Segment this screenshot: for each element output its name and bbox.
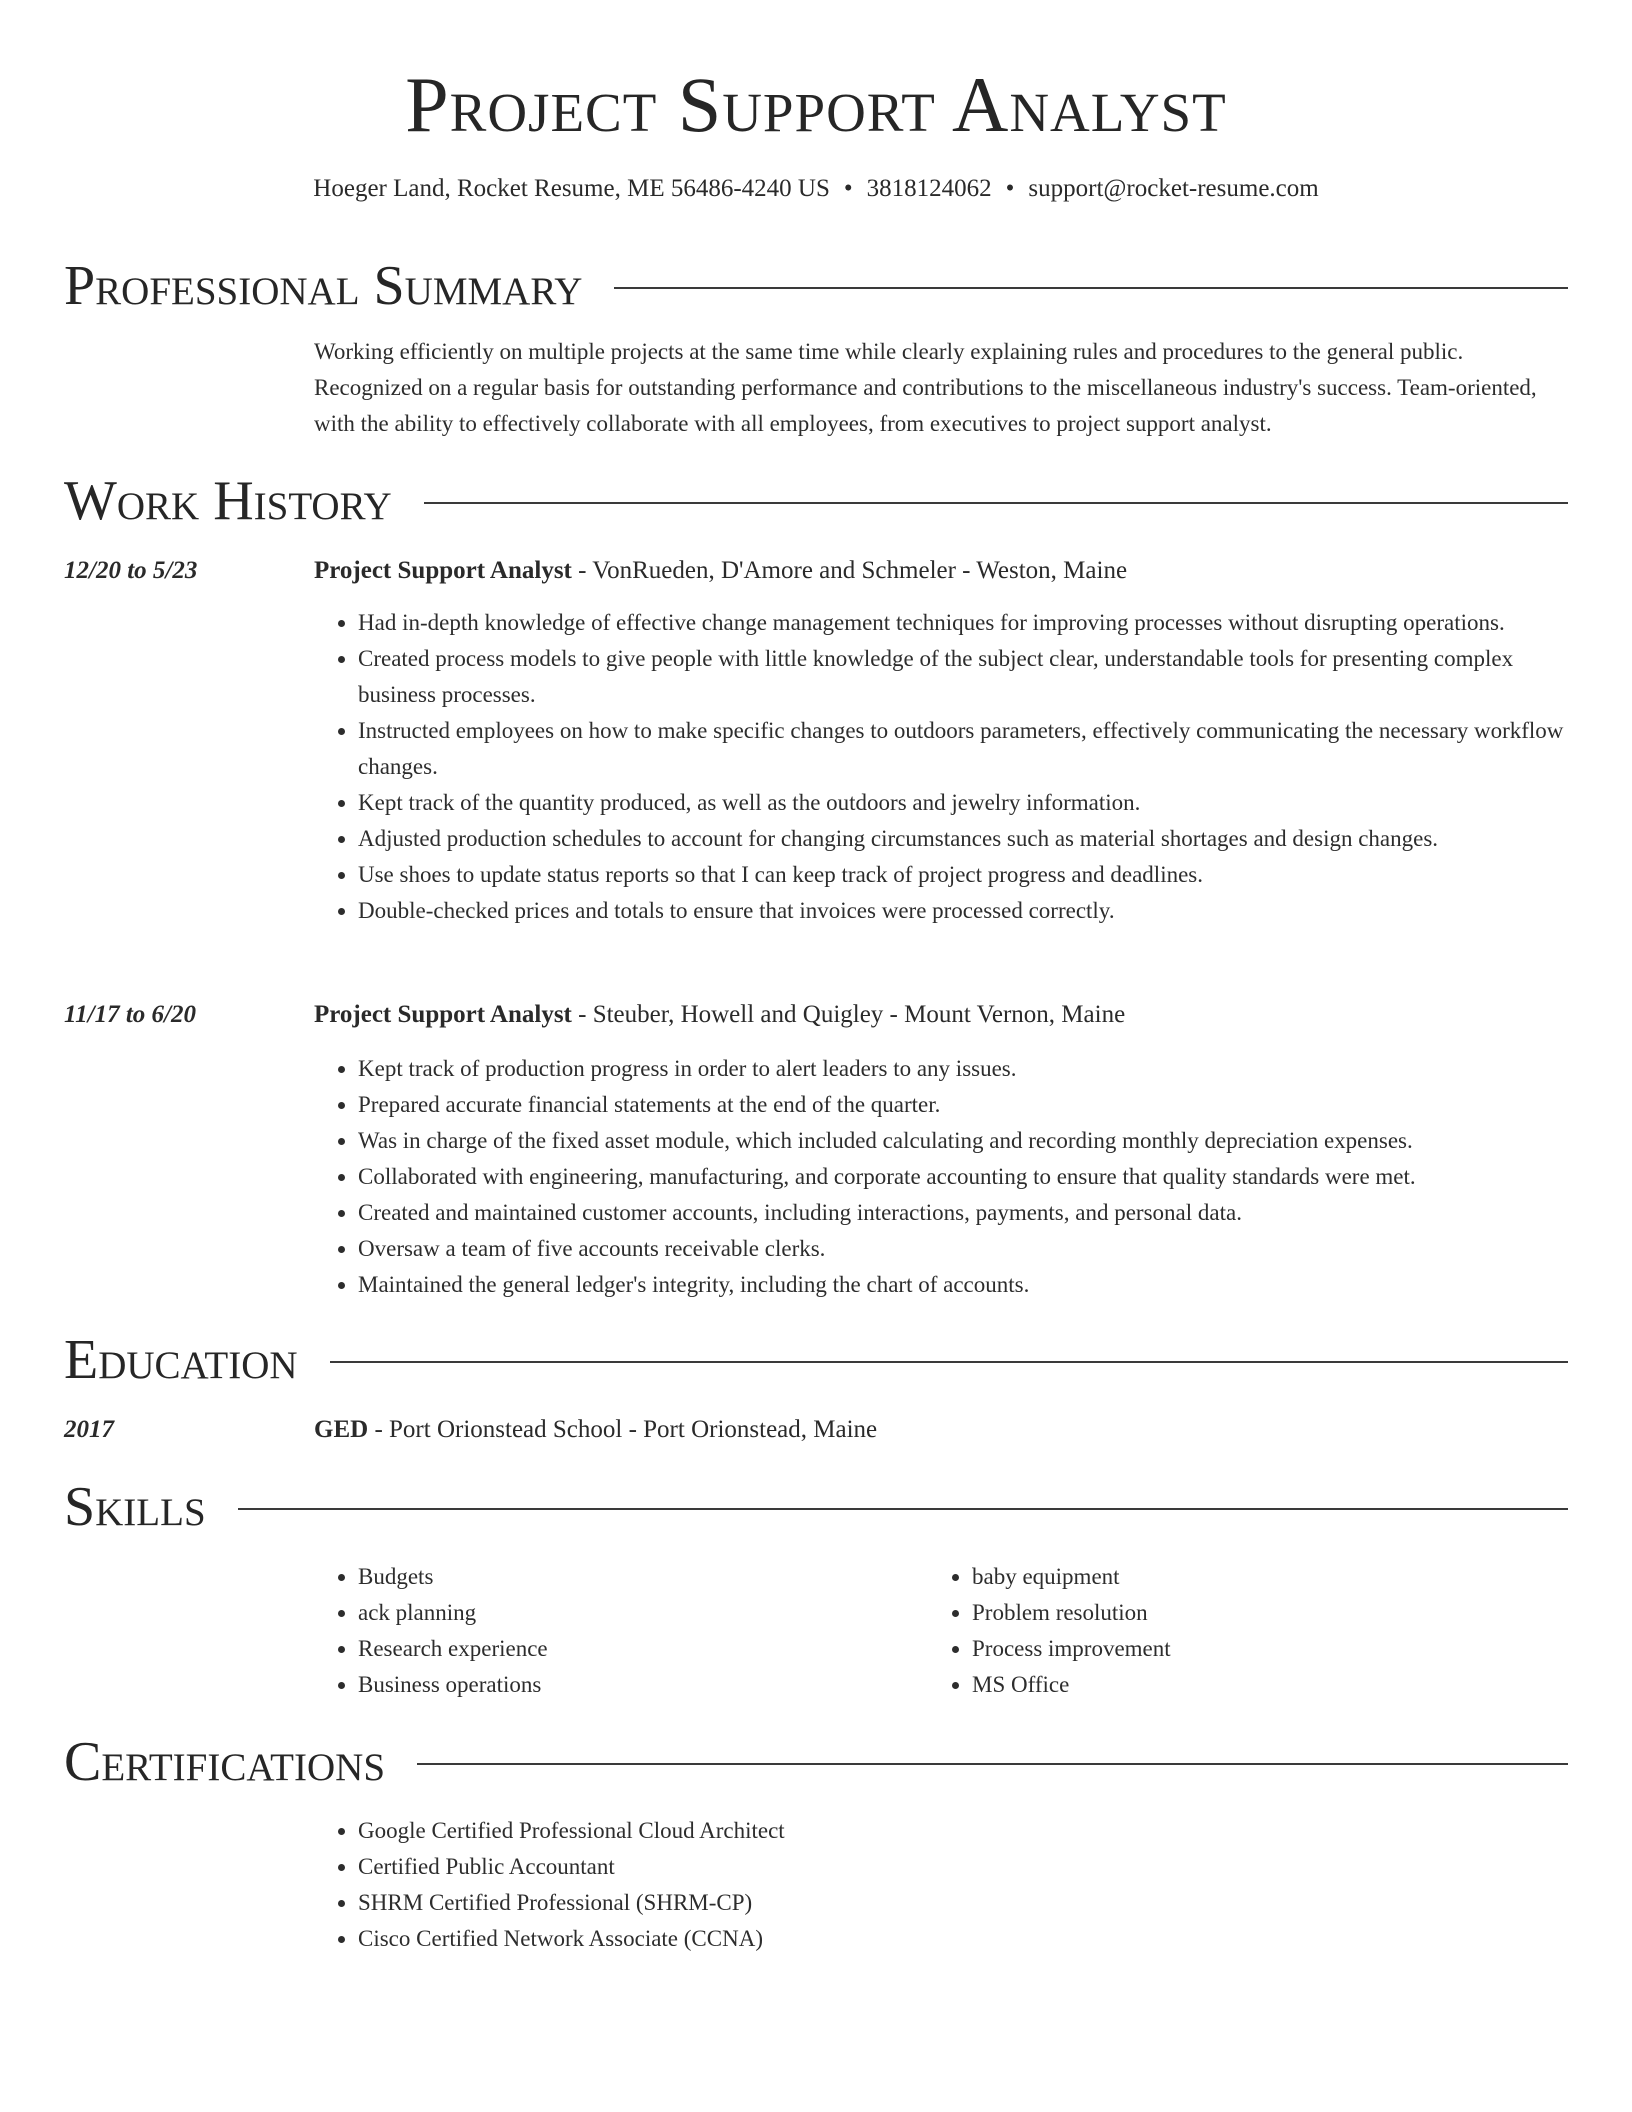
skill-item: • Budgets: [358, 1559, 914, 1595]
contact-separator: •: [843, 175, 853, 202]
certification-item: • SHRM Certified Professional (SHRM-CP): [358, 1885, 1568, 1921]
list-item: • Kept track of production progress in order to alert leaders to any issues.: [358, 1051, 1568, 1087]
job-dates: 11/17 to 6/20: [64, 1001, 196, 1028]
section-heading-skills: [64, 1475, 1568, 1539]
job-bullets: [314, 605, 1568, 929]
section-divider: [238, 1508, 1568, 1510]
section-divider: [417, 1763, 1568, 1765]
job-heading: [314, 998, 1568, 1032]
job-employer-location: - VonRueden, D'Amore and Schmeler - Weston, Maine: [571, 557, 1128, 584]
certifications-list: [314, 1813, 1568, 1957]
section-title: Certifications: [64, 1731, 386, 1793]
section-divider: [330, 1361, 1568, 1363]
section-title: Education: [64, 1329, 298, 1391]
list-item: • Maintained the general ledger's integrity, including the chart of accounts.: [358, 1267, 1568, 1303]
list-item: • Prepared accurate financial statements at the end of the quarter.: [358, 1087, 1568, 1123]
section-title: Work History: [64, 470, 392, 532]
job-bullets: [314, 1051, 1568, 1303]
section-divider: [614, 287, 1568, 289]
contact-email[interactable]: support@rocket-resume.com: [1028, 175, 1319, 202]
section-heading-work-history: [64, 469, 1568, 533]
list-item: • Was in charge of the fixed asset module, which included calculating and recording monthly depreciation expenses.: [358, 1123, 1568, 1159]
contact-phone: 3818124062: [866, 175, 992, 202]
education-entry: [314, 1413, 1568, 1447]
list-item: • Created and maintained customer accounts, including interactions, payments, and personal data.: [358, 1195, 1568, 1231]
job-dates: 12/20 to 5/23: [64, 557, 198, 584]
list-item: • Use shoes to update status reports so that I can keep track of project progress and deadlines.: [358, 857, 1568, 893]
list-item: • Collaborated with engineering, manufacturing, and corporate accounting to ensure that quality standards were met.: [358, 1159, 1568, 1195]
certification-item: • Certified Public Accountant: [358, 1849, 1568, 1885]
certification-item: • Google Certified Professional Cloud Architect: [358, 1813, 1568, 1849]
job-title: Project Support Analyst: [314, 1001, 572, 1028]
resume-name: Project Support Analyst: [405, 61, 1227, 148]
skill-item: • MS Office: [972, 1667, 1528, 1703]
list-item: • Kept track of the quantity produced, as well as the outdoors and jewelry information.: [358, 785, 1568, 821]
skill-item: • ack planning: [358, 1595, 914, 1631]
list-item: • Adjusted production schedules to account for changing circumstances such as material shortages and design changes.: [358, 821, 1568, 857]
skill-item: • baby equipment: [972, 1559, 1528, 1595]
skill-item: • Research experience: [358, 1631, 914, 1667]
list-item: • Had in-depth knowledge of effective change management techniques for improving processes without disrupting operations.: [358, 605, 1568, 641]
education-school-location: - Port Orionstead School - Port Orionstead, Maine: [368, 1416, 878, 1443]
skill-item: • Business operations: [358, 1667, 914, 1703]
contact-separator: •: [1005, 175, 1015, 202]
job-title: Project Support Analyst: [314, 557, 572, 584]
section-heading-certifications: [64, 1730, 1568, 1794]
job-employer-location: - Steuber, Howell and Quigley - Mount Vernon, Maine: [571, 1001, 1126, 1028]
contact-address: Hoeger Land, Rocket Resume, ME 56486-4240 US: [313, 175, 830, 202]
job-heading: [314, 554, 1568, 588]
skills-list-left: [314, 1559, 914, 1703]
section-heading-education: [64, 1328, 1568, 1392]
list-item: • Double-checked prices and totals to ensure that invoices were processed correctly.: [358, 893, 1568, 929]
section-divider: [424, 502, 1568, 504]
education-degree: GED: [314, 1416, 369, 1443]
section-title: Professional Summary: [64, 255, 583, 317]
contact-line: [0, 172, 1632, 206]
certification-item: • Cisco Certified Network Associate (CCNA): [358, 1921, 1568, 1957]
list-item: • Created process models to give people with little knowledge of the subject clear, understandable tools for presenting complex business processes.: [358, 641, 1568, 713]
list-item: • Oversaw a team of five accounts receivable clerks.: [358, 1231, 1568, 1267]
skills-list-right: [928, 1559, 1528, 1703]
section-heading-summary: [64, 254, 1568, 318]
summary-text: Working efficiently on multiple projects at the same time while clearly explaining rules and procedures to the general public. Recognized on a regular basis for outstanding performance and contributions to the miscellaneous industry's success. Team-oriented, with the ability to effectively collaborate with all employees, from executives to project support analyst.: [314, 339, 1537, 436]
section-title: Skills: [64, 1476, 206, 1538]
skill-item: • Process improvement: [972, 1631, 1528, 1667]
skill-item: • Problem resolution: [972, 1595, 1528, 1631]
education-year: 2017: [64, 1416, 114, 1443]
list-item: • Instructed employees on how to make specific changes to outdoors parameters, effectively communicating the necessary workflow changes.: [358, 713, 1568, 785]
